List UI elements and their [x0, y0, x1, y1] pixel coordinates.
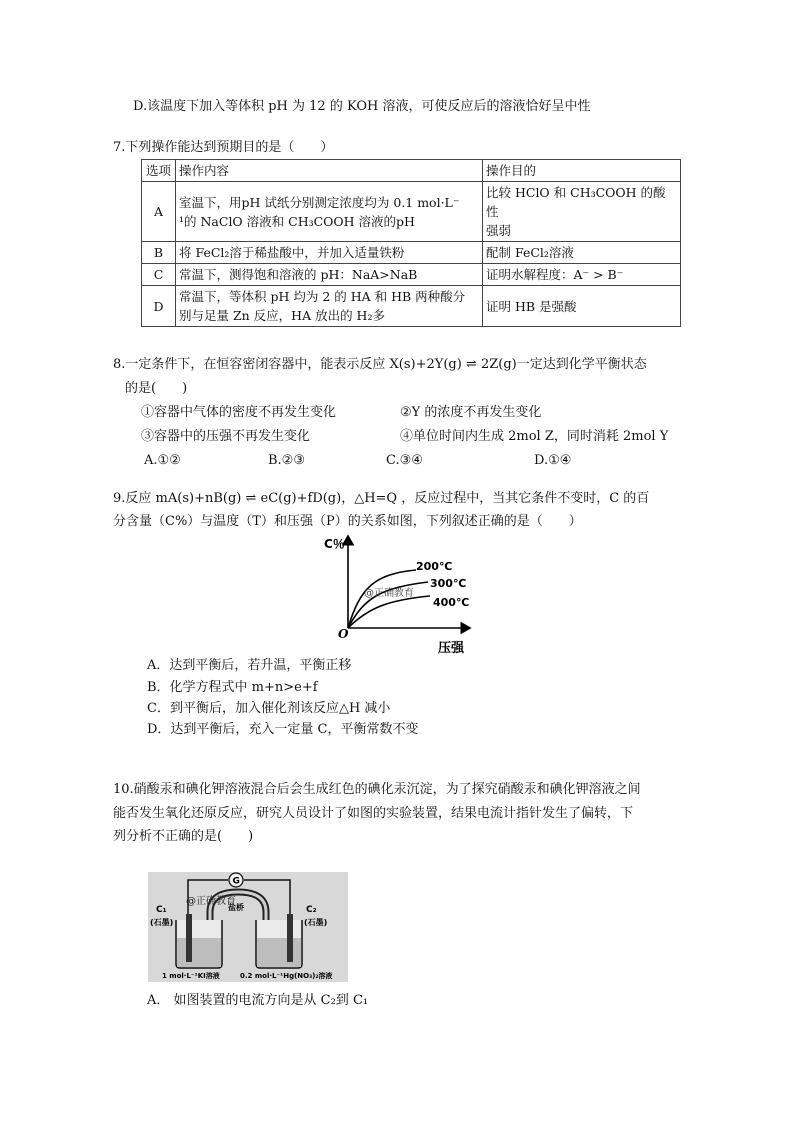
curve-label-200: 200℃: [416, 560, 453, 573]
right-solution-label: 0.2 mol·L⁻¹Hg(NO₃)₂溶液: [240, 972, 333, 980]
operation-cell: [176, 182, 483, 242]
c-percent-pressure-graph: [320, 530, 480, 658]
operation-line: 室温下，用pH 试纸分别测定浓度均为 0.1 mol·L⁻: [179, 194, 460, 210]
q8-option-a: A.①②: [144, 453, 181, 468]
operation-line: 常温下，等体积 pH 均为 2 的 HA 和 HB 两种酸分: [179, 289, 466, 304]
q8-item-1: ①容器中气体的密度不再发生变化: [141, 405, 337, 420]
q8-option-d: D.①④: [534, 453, 572, 468]
q9-option-b: B．化学方程式中 m+n>e+f: [147, 680, 318, 695]
q8-stem-line1: 8.一定条件下，在恒容密闭容器中，能表示反应 X(s)+2Y(g) ⇌ 2Z(g)一定达到化学平衡状态: [113, 357, 647, 372]
left-electrode-label: C₁: [156, 905, 167, 915]
q7-stem: 7.下列操作能达到预期目的是（ ）: [113, 140, 334, 155]
watermark: @正确教育: [364, 588, 414, 599]
option-key: A: [142, 182, 176, 242]
goal-cell: 证明 HB 是强酸: [483, 286, 681, 327]
operation-line: 别与足量 Zn 反应，HA 放出的 H₂多: [179, 308, 385, 323]
curve-label-400: 400℃: [433, 596, 470, 609]
electrochemical-cell-apparatus: [148, 872, 348, 982]
option-key: D: [142, 286, 176, 327]
left-electrode-icon: [186, 914, 192, 962]
q8-item-3: ③容器中的压强不再发生变化: [141, 429, 311, 444]
q8-stem-line2: 的是( ): [125, 381, 188, 396]
left-solution-fill: [177, 938, 221, 967]
operation-cell: [176, 286, 483, 327]
q9-option-d: D．达到平衡后，充入一定量 C，平衡常数不变: [147, 722, 419, 737]
header-cell: 操作目的: [483, 160, 681, 182]
q9-option-c: C．到平衡后，加入催化剂该反应△H 减小: [147, 701, 391, 716]
q8-item-2: ②Y 的浓度不再发生变化: [400, 405, 542, 420]
table-row: [142, 286, 681, 327]
right-electrode-icon: [287, 914, 293, 962]
right-electrode-material: (石墨): [304, 918, 328, 927]
table-row: [142, 242, 681, 264]
q9-stem-line2: 分含量（C%）与温度（T）和压强（P）的关系如图，下列叙述正确的是（ ）: [113, 514, 582, 529]
q10-option-a: A． 如图装置的电流方向是从 C₂到 C₁: [147, 993, 369, 1008]
curve-label-300: 300℃: [430, 577, 467, 590]
q6-option-d: D.该温度下加入等体积 pH 为 12 的 KOH 溶液，可使反应后的溶液恰好呈中性: [133, 99, 591, 114]
q7-table: [141, 159, 681, 327]
galvanometer-label: G: [232, 876, 240, 887]
q9-stem-line1: 9.反应 mA(s)+nB(g) ⇌ eC(g)+fD(g)，△H=Q ，反应过程中，当其它条件不变时，C 的百: [113, 491, 650, 506]
right-solution-fill: [257, 938, 301, 967]
watermark: @正确教育: [186, 896, 236, 907]
origin-label: O: [338, 627, 349, 641]
right-electrode-label: C₂: [306, 905, 317, 915]
q8-option-b: B.②③: [268, 453, 305, 468]
operation-line: ¹的 NaClO 溶液和 CH₃COOH 溶液的pH: [179, 213, 415, 229]
table-row: [142, 182, 681, 242]
q8-item-4: ④单位时间内生成 2mol Z，同时消耗 2mol Y: [400, 429, 669, 444]
x-axis-label: 压强: [438, 641, 465, 656]
goal-line: 比较 HClO 和 CH₃COOH 的酸性: [486, 185, 666, 219]
left-electrode-material: (石墨): [150, 918, 174, 927]
q10-stem-line3: 列分析不正确的是( ): [113, 829, 254, 844]
salt-bridge-label: 盐桥: [228, 903, 244, 912]
option-key: B: [142, 242, 176, 264]
left-solution-label: 1 mol·L⁻¹KI溶液: [162, 972, 220, 980]
q10-stem-line2: 能否发生氧化还原反应，研究人员设计了如图的实验装置，结果电流计指针发生了偏转，下: [113, 806, 634, 821]
goal-cell: 证明水解程度：A⁻ > B⁻: [483, 264, 681, 286]
q10-stem-line1: 10.硝酸汞和碘化钾溶液混合后会生成红色的碘化汞沉淀，为了探究硝酸汞和碘化钾溶液之间: [113, 782, 641, 797]
operation-cell: 常温下，测得饱和溶液的 pH：NaA>NaB: [176, 264, 483, 286]
goal-cell: [483, 182, 681, 242]
table-row: [142, 264, 681, 286]
operation-cell: 将 FeCl₂溶于稀盐酸中，并加入适量铁粉: [176, 242, 483, 264]
goal-line: 强弱: [486, 223, 512, 238]
option-key: C: [142, 264, 176, 286]
y-axis-label: C％: [324, 537, 345, 551]
curve-400: [348, 596, 430, 628]
q9-option-a: A．达到平衡后，若升温，平衡正移: [147, 658, 352, 673]
goal-cell: 配制 FeCl₂溶液: [483, 242, 681, 264]
header-cell: 操作内容: [176, 160, 483, 182]
header-cell: 选项: [142, 160, 176, 182]
q8-option-c: C.③④: [386, 453, 423, 468]
table-header-row: [142, 160, 681, 182]
